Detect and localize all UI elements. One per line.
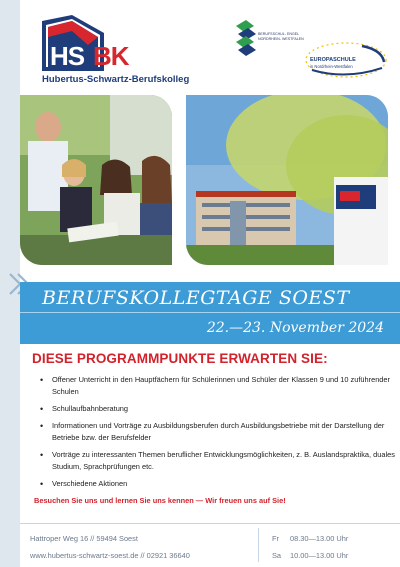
footer-address: Hattroper Weg 16 // 59494 Soest	[30, 534, 138, 543]
list-item: • Offener Unterricht in den Hauptfächern für Schülerinnen und Schüler der Klassen 9 und 10 zuführender Schulen	[40, 374, 396, 398]
footer-time-sa: 10.00—13.00 Uhr	[290, 551, 349, 560]
hsbk-logo	[42, 15, 162, 73]
closing-invitation: Besuchen Sie uns und lernen Sie uns kennen — Wir freuen uns auf Sie!	[34, 496, 286, 505]
flyer-page	[20, 0, 400, 567]
list-item: • Verschiedene Aktionen	[40, 478, 396, 490]
europaschule-sub: in Nordrhein-Westfalen	[310, 64, 353, 69]
banner-divider	[20, 312, 400, 313]
list-item: • Informationen und Vorträge zu Ausbildungsberufen durch Ausbildungsbetriebe mit der Darstellung der Betriebe bzw. der Berufsfelder	[40, 420, 396, 444]
partner-logo-icon	[234, 18, 258, 58]
partner-logo-text: BERUFSSCHUL- ENGEL NORDRHEIN- WESTFALEN	[258, 32, 304, 41]
program-list	[40, 374, 396, 495]
footer-day-sa: Sa	[272, 551, 282, 560]
footer-web-phone[interactable]: www.hubertus-schwartz-soest.de // 02921 36640	[30, 551, 190, 560]
school-building-photo	[186, 95, 388, 265]
logo-bk-text: BK	[93, 41, 129, 71]
footer-divider-line	[20, 523, 400, 524]
event-title: BERUFSKOLLEGTAGE SOEST	[42, 287, 350, 309]
event-banner	[20, 282, 400, 344]
school-name: Hubertus-Schwartz-Berufskolleg	[42, 74, 190, 85]
logo-hs-text: HS	[50, 41, 85, 71]
students-photo	[20, 95, 172, 265]
footer-day-fr: Fr	[272, 534, 279, 543]
list-item: • Vorträge zu interessanten Themen beruflicher Entwicklungsmöglichkeiten, z. B. Auslandspraktika, duales Studium, Sprachprüfungen etc.	[40, 449, 396, 473]
event-date: 22.—23. November 2024	[206, 320, 384, 336]
list-item: • Schullaufbahnberatung	[40, 403, 396, 415]
europaschule-label: EUROPASCHULE	[310, 57, 356, 63]
footer-time-fr: 08.30—13.00 Uhr	[290, 534, 349, 543]
europaschule-logo	[302, 40, 390, 80]
footer-vertical-divider	[258, 528, 259, 562]
program-heading: DIESE PROGRAMMPUNKTE ERWARTEN SIE:	[32, 351, 328, 366]
